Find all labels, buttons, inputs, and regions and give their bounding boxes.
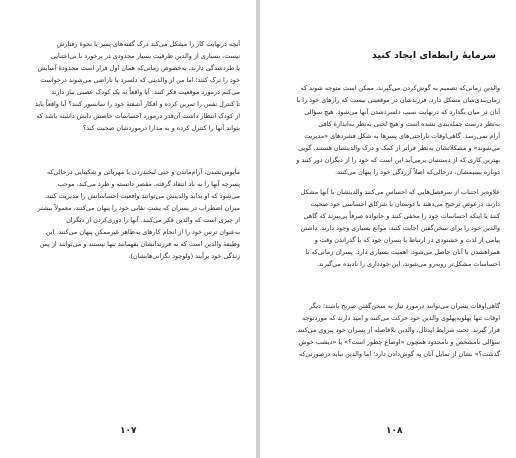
text-line: علاوه‌بر اجتناب از سرفصل‌هایی که احساس می‌کنند والدینشان با آنها مشکل	[300, 188, 500, 196]
text-line: به‌نظر درست جمله‌بندی نشده است و هیچ لحنی به‌نظر به‌اندازهٔ کافی	[318, 120, 500, 128]
text-line: می‌شود که او بداند والدینش می‌توانند واقعیت احساساتش را مدیریت کنند.	[44, 192, 240, 200]
right-page-paragraph-2	[276, 186, 500, 270]
text-line: به‌عنوان ترس خود را از انجام کارهای به‌ظاهر غیرممکن پنهان می‌کنند. این	[45, 228, 240, 236]
text-line: گذشت؟» نشان از تمایل آنان به گوش‌دادن دارد؛ اما والدین نباید درصورتی‌که	[298, 350, 500, 358]
right-page-paragraph-3	[276, 300, 500, 360]
text-line: سؤالی نامشخص و نامحدود همچون «اوضاع چطور است؟» یا «دیشب خوش	[298, 338, 500, 346]
text-line: آنچه درنهایت کار را مشکل می‌کند درک گفته‌های پسر یا نحوهٔ رفتارش	[56, 40, 240, 48]
right-page-paragraph-1	[276, 82, 500, 178]
text-line: والدین زمانی‌که تصمیم به گوش‌کردن می‌گیرند، ممکن است متوجه شوند که	[300, 84, 500, 92]
text-line: میزان اضطراب در پسران که پشتِ نقابی خود را پنهان می‌کنند، معمولاً بیشتر	[37, 204, 240, 212]
text-line: کنند یا اینکه احساسات خود را مخفی کنند و خانواده صرفاً پی‌ببرند که گاهی	[303, 212, 500, 220]
text-line: گاهی‌اوقات پسران می‌توانند درمورد نیاز به سخن‌گفتن صریح باشند؛ دیگر	[309, 302, 500, 310]
text-line: مأیوس‌نشدن، آرام‌ماندن و حتی لبخندزدن با مهربانی و شکیبایی درحالی‌که	[46, 168, 240, 176]
text-line: آنان در میان بگذارد که درنهایت سبب دلسردشدن آنها می‌شود. هیچ سؤالی	[304, 108, 500, 116]
text-line: نیست، بسیاری از والدین ظرفیت بسیار محدودی در برخورد با بی‌اعتنایی	[50, 52, 240, 60]
text-line: دوباره ببینیمشان، درحالی‌که اصلاً آزردگی خود را پنهان می‌کنند.	[335, 168, 500, 176]
text-line: می‌کنم درمورد موقعیت فکر کنند: آیا واقعاً به یک کودک عصبی نیاز دارند	[51, 88, 240, 96]
text-line: یا طردشدگی دارند، به‌خصوص زمانی‌که همان اول قرار است محدودهٔ آسایش	[37, 64, 240, 72]
left-page-paragraph-1	[16, 38, 240, 134]
text-line: وظیفهٔ والدین است که به فرزندانشان بفهمانند تنها نیستند و می‌توانند از پس	[39, 240, 240, 248]
text-line: زمان‌بندی‌شان مشکل دارد. فرزندشان در موقعیتی نیست که رازهای خود را با	[296, 96, 500, 104]
text-line: بتواند آنها را کنترل کرده و به مدارا درموردشان صحبت کند؟	[82, 124, 240, 132]
text-line: آرام نمی‌رسد. گاهی‌اوقات ناراحتی‌های پسرها به شکل فشردهای «مدیریت	[304, 132, 500, 140]
text-line: از چیزی است که والدین فکر می‌کنند. آنها را دوری‌کردن از دیگران	[66, 216, 240, 224]
text-line: بهترین کاری که از دستشان برمی‌آید این است که خود را از دیگران دور کنند و	[296, 156, 500, 164]
page-number: ۱۰۷	[120, 426, 137, 436]
left-page	[0, 0, 256, 458]
text-line: پیامی از لذت و خشنودی در ارتباط با پسران خود که با گذراندن وقت و	[314, 236, 500, 244]
right-page	[260, 0, 516, 458]
text-line: خود را ترک کنند؛ اما من از والدینی که دلسرد یا ناراضی می‌شوند درخواست	[40, 76, 240, 84]
text-line: اوقات تنها پهلوبه‌پهلوی والدین خود حرکت می‌کنند و امید دارند که موردتوجه	[301, 314, 500, 322]
section-heading: سرمایهٔ رابطه‌ای ایجاد کنید	[371, 50, 496, 61]
page-number: ۱۰۸	[386, 426, 403, 436]
text-line: والدین خود را برای سخن‌گفتن اجابت کنند، موانع بسیاری وجود دارند. داشتن	[300, 224, 500, 232]
text-line: زندگی خود برآیند (ولوجود نگرانی‌هایشان).	[128, 252, 240, 260]
text-line: احساسات مشکل‌تر روبه‌رو می‌شوند، این خودداری را نادیده می‌گیرند.	[316, 260, 500, 268]
text-line: دارند، درعوض ترجیح می‌دهند با دوستان یا شرکای احساسی خود صحبت	[310, 200, 500, 208]
text-line: قرار گیرند. تحت شرایط ایدئال، والدین بلافاصله از پسران خود پیروی می‌کنند.	[295, 326, 500, 334]
text-line: همراهشدن با آنان حاصل می‌شود، اهمیت بسیاری دارد. پسران زمانی‌که با	[305, 248, 500, 256]
text-line: می‌شوند» و مشکلاتشان به‌نظر فراتر از کمک و درک والدینشان هستند. گویی	[298, 144, 500, 152]
text-line: از کودک انتظار داشت آن‌قدر درمورد احساسات خاصش دانش داشته باشد که	[36, 112, 240, 120]
left-page-paragraph-2	[16, 166, 240, 262]
text-line: تا کنترل نفس را تمرین کرده و افکار آشفتهٔ خود را سانسور کنند؟ آیا واقعاً باید	[35, 100, 240, 108]
text-line: پسرچه آنها را به باد انتقاد گرفته، مقصر دانسته و طرد می‌کند، موجب	[57, 180, 240, 188]
